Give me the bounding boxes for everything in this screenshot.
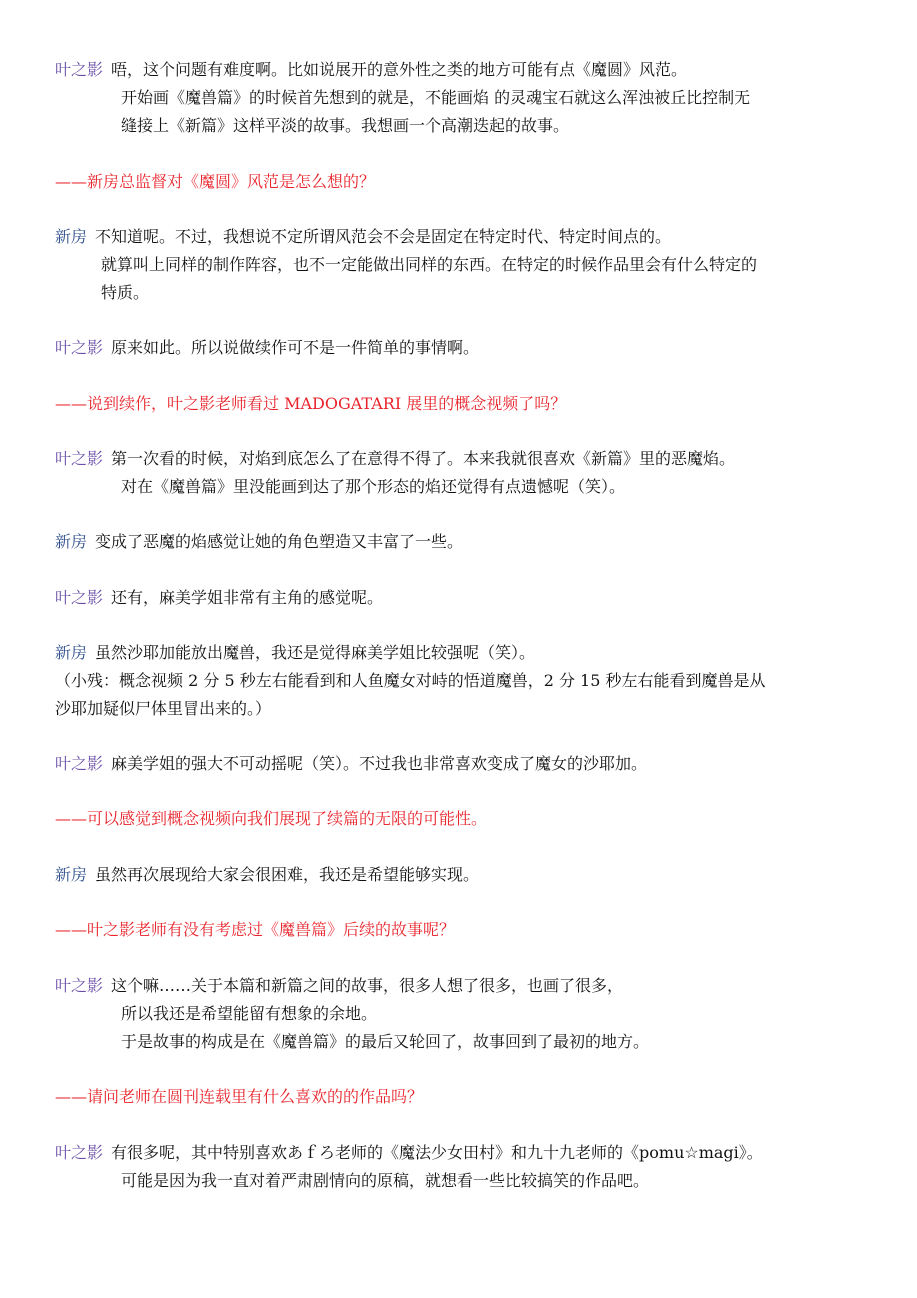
dialogue-xin-4 — [55, 861, 875, 889]
dialogue-text: 所以我还是希望能留有想象的余地。 — [121, 1004, 378, 1023]
dialogue-ye-3 — [55, 445, 875, 501]
dialogue-ye-4 — [55, 584, 875, 612]
dialogue-text: 虽然再次展现给大家会很困难，我还是希望能够实现。 — [95, 865, 480, 884]
dialogue-text: 就算叫上同样的制作阵容，也不一定能做出同样的东西。在特定的时候作品里会有什么特定的 — [101, 255, 758, 274]
speaker-label: 叶之影 — [55, 338, 104, 357]
translator-note: 沙耶加疑似尸体里冒出来的。） — [55, 699, 272, 718]
dialogue-text: 变成了恶魔的焰感觉让她的角色塑造又丰富了一些。 — [95, 532, 464, 551]
translator-note: （小残：概念视频 2 分 5 秒左右能看到和人鱼魔女对峙的悟道魔兽，2 分 15 秒左右能看到魔兽是从 — [55, 671, 766, 690]
dialogue-text: 还有，麻美学姐非常有主角的感觉呢。 — [111, 588, 384, 607]
dialogue-text: 不知道呢。不过，我想说不定所谓风范会不会是固定在特定时代、特定时间点的。 — [95, 227, 672, 246]
speaker-label: 叶之影 — [55, 60, 104, 79]
dialogue-ye-5 — [55, 750, 875, 778]
dialogue-xin-1 — [55, 223, 875, 307]
dialogue-text: 有很多呢，其中特别喜欢あｆろ老师的《魔法少女田村》和九十九老师的《pomu☆magi》。 — [111, 1143, 763, 1162]
speaker-label: 叶之影 — [55, 449, 104, 468]
dialogue-xin-3 — [55, 639, 875, 723]
dialogue-text: 这个嘛……关于本篇和新篇之间的故事，很多人想了很多，也画了很多， — [111, 976, 624, 995]
speaker-label: 叶之影 — [55, 976, 104, 995]
dialogue-text: 原来如此。所以说做续作可不是一件简单的事情啊。 — [111, 338, 480, 357]
speaker-label: 新房 — [55, 227, 88, 246]
dialogue-text: 第一次看的时候，对焰到底怎么了在意得不得了。本来我就很喜欢《新篇》里的恶魔焰。 — [111, 449, 736, 468]
dialogue-text: 对在《魔兽篇》里没能画到达了那个形态的焰还觉得有点遗憾呢（笑）。 — [121, 477, 626, 496]
speaker-label: 新房 — [55, 643, 88, 662]
dialogue-text: 唔，这个问题有难度啊。比如说展开的意外性之类的地方可能有点《魔圆》风范。 — [111, 60, 688, 79]
speaker-label: 新房 — [55, 865, 88, 884]
dialogue-xin-2 — [55, 528, 875, 556]
dialogue-text: 麻美学姐的强大不可动摇呢（笑）。不过我也非常喜欢变成了魔女的沙耶加。 — [111, 754, 648, 773]
interview-question: ——请问老师在圆刊连载里有什么喜欢的的作品吗？ — [55, 1087, 424, 1106]
dialogue-text: 于是故事的构成是在《魔兽篇》的最后又轮回了，故事回到了最初的地方。 — [121, 1032, 650, 1051]
dialogue-ye-2 — [55, 334, 875, 362]
speaker-label: 新房 — [55, 532, 88, 551]
dialogue-text: 特质。 — [101, 283, 150, 302]
interview-question: ——可以感觉到概念视频向我们展现了续篇的无限的可能性。 — [55, 809, 488, 828]
dialogue-ye-7 — [55, 1139, 875, 1195]
dialogue-text: 缝接上《新篇》这样平淡的故事。我想画一个高潮迭起的故事。 — [121, 116, 570, 135]
interview-question: ——新房总监督对《魔圆》风范是怎么想的？ — [55, 172, 376, 191]
interview-question: ——说到续作，叶之影老师看过 MADOGATARI 展里的概念视频了吗？ — [55, 394, 567, 413]
speaker-label: 叶之影 — [55, 1143, 104, 1162]
dialogue-text: 可能是因为我一直对着严肃剧情向的原稿，就想看一些比较搞笑的作品吧。 — [121, 1171, 650, 1190]
speaker-label: 叶之影 — [55, 588, 104, 607]
interview-question: ——叶之影老师有没有考虑过《魔兽篇》后续的故事呢？ — [55, 920, 456, 939]
dialogue-text: 虽然沙耶加能放出魔兽，我还是觉得麻美学姐比较强呢（笑）。 — [95, 643, 536, 662]
dialogue-ye-1 — [55, 56, 875, 140]
dialogue-text: 开始画《魔兽篇》的时候首先想到的就是，不能画焰 的灵魂宝石就这么浑浊被丘比控制无 — [121, 88, 751, 107]
speaker-label: 叶之影 — [55, 754, 104, 773]
dialogue-ye-6 — [55, 972, 875, 1056]
